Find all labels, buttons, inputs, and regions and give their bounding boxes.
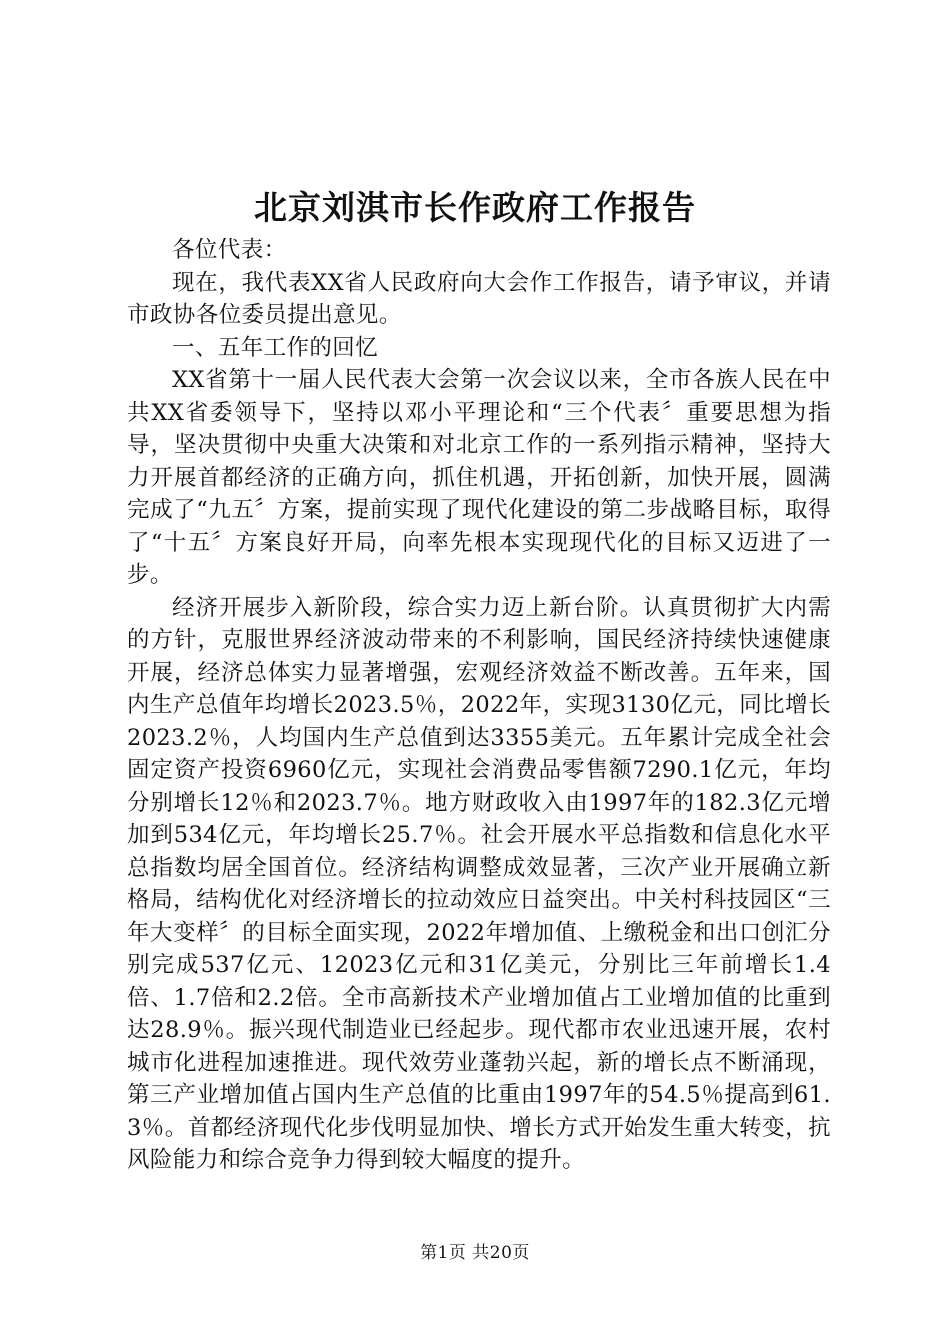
intro-paragraph: 现在，我代表XX省人民政府向大会作工作报告，请予审议，并请市政协各位委员提出意见。 <box>127 269 831 328</box>
review-paragraph: XX省第十一届人民代表大会第一次会议以来，全市各族人民在中共XX省委领导下，坚持以邓小平理论和“三个代表〞重要思想为指导，坚决贯彻中央重大决策和对北京工作的一系列指示精神，坚持大力开展首都经济的正确方向，抓住机遇，开拓创新，加快开展，圆满完成了“九五〞方案，提前实现了现代化建设的第二步战略目标，取得了“十五〞方案良好开局，向率先根本实现现代化的目标又迈进了一步。 <box>127 367 831 588</box>
page-footer: 第1页 共20页 <box>420 1243 530 1263</box>
document-title: 北京刘淇市长作政府工作报告 <box>254 188 696 227</box>
economy-paragraph: 经济开展步入新阶段，综合实力迈上新台阶。认真贯彻扩大内需的方针，克服世界经济波动带来的不利影响，国民经济持续快速健康开展，经济总体实力显著增强，宏观经济效益不断改善。五年来，国内生产总值年均增长2023.5％，2022年，实现3130亿元，同比增长2023.2％，人均国内生产总值到达3355美元。五年累计完成全社会固定资产投资6960亿元，实现社会消费品零售额7290.1亿元，年均分别增长12％和2023.7％。地方财政收入由1997年的182.3亿元增加到534亿元，年均增长25.7％。社会开展水平总指数和信息化水平总指数均居全国首位。经济结构调整成效显著，三次产业开展确立新格局，结构优化对经济增长的拉动效应日益突出。中关村科技园区“三年大变样〞的目标全面实现，2022年增加值、上缴税金和出口创汇分别完成537亿元、12023亿元和31亿美元，分别比三年前增长1.4倍、1.7倍和2.2倍。全市高新技术产业增加值占工业增加值的比重到达28.9％。振兴现代制造业已经起步。现代都市农业迅速开展，农村城市化进程加速推进。现代效劳业蓬勃兴起，新的增长点不断涌现，第三产业增加值占国内生产总值的比重由1997年的54.5％提高到61.3％。首都经济现代化步伐明显加快、增长方式开始发生重大转变，抗风险能力和综合竞争力得到较大幅度的提升。 <box>127 594 831 1173</box>
section-heading: 一、五年工作的回忆 <box>172 334 379 361</box>
salutation-paragraph: 各位代表： <box>172 237 287 263</box>
document-body <box>127 234 831 1177</box>
